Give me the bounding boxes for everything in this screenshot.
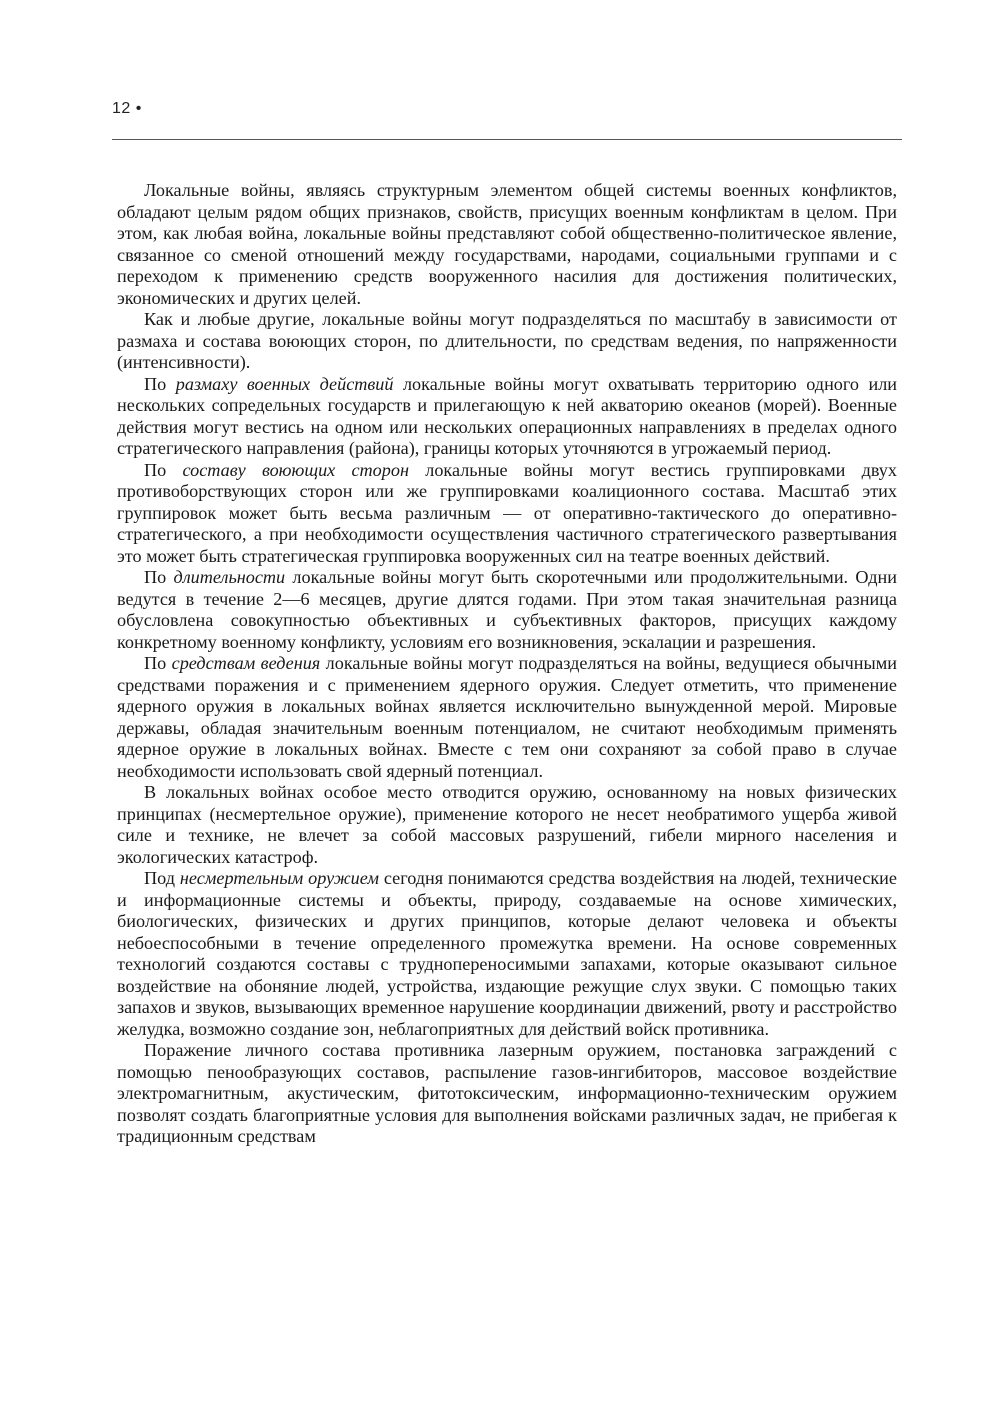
paragraph bbox=[117, 868, 897, 1040]
paragraph bbox=[117, 374, 897, 460]
paragraph-text: локальные войны могут охватывать территорию одного или нескольких сопредельных государств и прилегающую к ней акваторию океанов (морей). Военные действия могут вестись на одном или нескольких операционных направлениях в пределах одного стратегического направления (района), границы которых уточняются в угрожаемый период. bbox=[117, 373, 898, 458]
italic-term: составу воюющих сторон bbox=[182, 459, 409, 480]
paragraph bbox=[117, 653, 897, 782]
paragraph-text: По bbox=[144, 567, 174, 587]
header-rule bbox=[112, 139, 902, 140]
italic-term: средствам ведения bbox=[171, 653, 321, 673]
paragraph-text: локальные войны могут подразделяться на войны, ведущиеся обычными средствами поражения и с применением ядерного оружия. Следует отметить, что применение ядерного оружия в локальных войнах является исключительно вынужденной мерой. Мировые державы, обладая значительным военным потенциалом, не считают необходимым применять ядерное оружие в локальных войнах. Вместе с тем они сохраняют за собой право в случае необходимости использовать свой ядерный потенциал. bbox=[117, 653, 897, 781]
paragraph-text: локальные войны могут вестись группировками двух противоборствующих сторон или же группировками коалиционного состава. Масштаб этих группировок может быть весьма различным — от оперативно-тактического до оперативно-стратегического, а при необходимости осуществления частичного стратегического развертывания это может быть стратегическая группировка вооруженных сил на театре военных действий. bbox=[117, 459, 897, 566]
paragraph-text: Поражение личного состава противника лазерным оружием, постановка заграждений с помощью пенообразующих составов, распыление газов-ингибиторов, массовое воздействие электромагнитным, акустическим, фитотоксическим, информационно-техническим оружием позволят создать благоприятные условия для выполнения войсками различных задач, не прибегая к традиционным средствам bbox=[117, 1040, 897, 1146]
page-number: 12 • bbox=[112, 100, 142, 117]
paragraph-text: Как и любые другие, локальные войны могут подразделяться по масштабу в зависимости от размаха и состава воюющих сторон, по длительности, по средствам ведения, по напряженности (интенсивности). bbox=[117, 309, 897, 372]
paragraph-text: По bbox=[144, 373, 176, 394]
body-text bbox=[117, 180, 897, 1148]
paragraph bbox=[117, 1040, 897, 1148]
page-header bbox=[112, 97, 902, 137]
paragraph bbox=[117, 782, 897, 868]
paragraph bbox=[117, 567, 897, 653]
italic-term: длительности bbox=[173, 567, 286, 587]
paragraph-text: локальные войны могут быть скоротечными или продолжительными. Одни ведутся в течение 2—6 месяцев, другие длятся годами. При этом такая значительная разница обусловлена совокупностью объективных и субъективных факторов, присущих каждому конкретному военному конфликту, условиям его возникновения, эскалации и разрешения. bbox=[117, 567, 898, 652]
paragraph-text: сегодня понимаются средства воздействия на людей, технические и информационные системы и объекты, природу, создаваемые на основе химических, биологических, физических и других принципов, которые делают человека и объекты небоеспособными в течение определенного промежутка времени. На основе современных технологий создаются составы с труднопереносимыми запахами, которые оказывают сильное воздействие на обоняние людей, устройства, издающие режущие слух звуки. С помощью таких запахов и звуков, вызывающих временное нарушение координации движений, рвоту и расстройство желудка, возможно создание зон, неблагоприятных для действий войск противника. bbox=[117, 868, 897, 1039]
paragraph bbox=[117, 460, 897, 568]
paragraph-text: В локальных войнах особое место отводится оружию, основанному на новых физических принципах (несмертельное оружие), применение которого не несет необратимого ущерба живой силе и технике, не влечет за собой массовых разрушений, гибели мирного населения и экологических катастроф. bbox=[117, 782, 897, 867]
paragraph-text: Под bbox=[144, 868, 180, 888]
paragraph-text: Локальные войны, являясь структурным элементом общей системы военных конфликтов, обладают целым рядом общих признаков, свойств, присущих военным конфликтам в целом. При этом, как любая война, локальные войны представляют собой общественно-политическое явление, связанное со сменой отношений между государствами, народами, социальными группами и с переходом к применению средств вооруженного насилия для достижения политических, экономических и других целей. bbox=[117, 180, 897, 308]
italic-term: размаху военных действий bbox=[175, 373, 394, 394]
paragraph bbox=[117, 309, 897, 374]
paragraph-text: По bbox=[144, 653, 172, 673]
paragraph-text: По bbox=[144, 459, 183, 480]
italic-term: несмертельным оружием bbox=[179, 868, 379, 888]
paragraph bbox=[117, 180, 897, 309]
